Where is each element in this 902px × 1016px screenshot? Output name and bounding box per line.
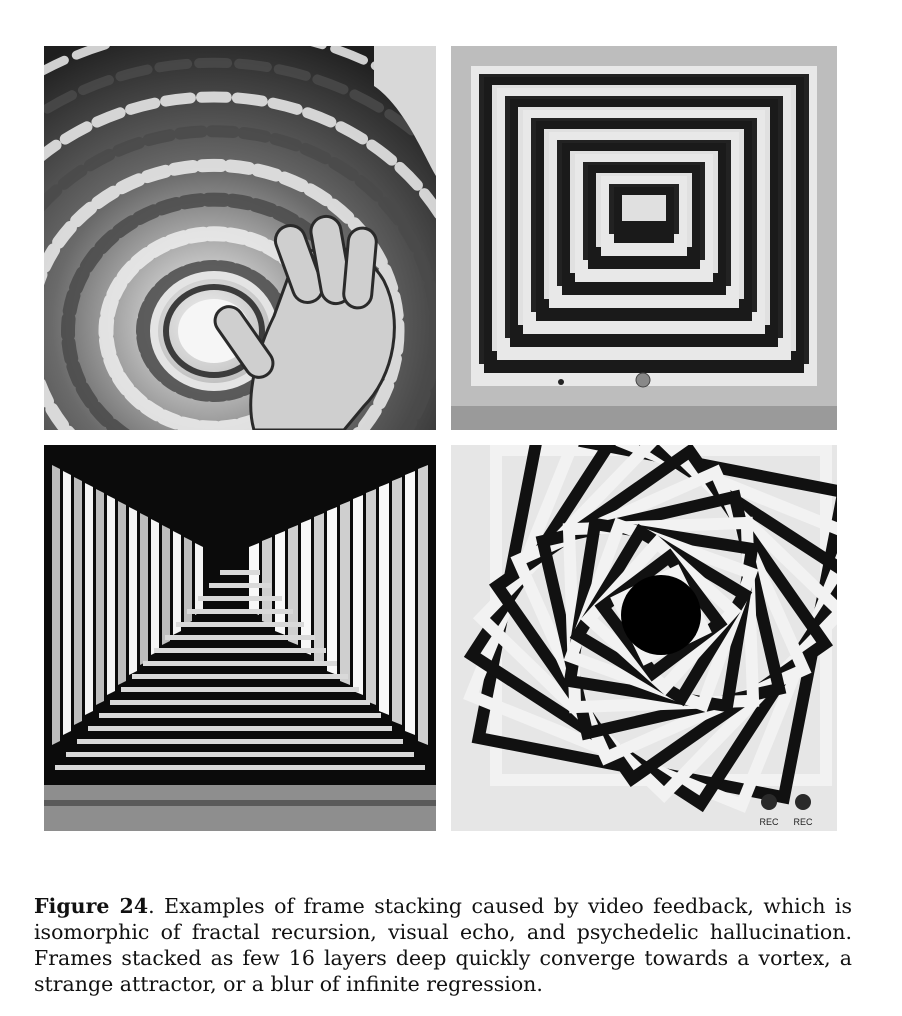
slat-corridor-image: [44, 445, 436, 831]
figure-caption-text: . Examples of frame stacking caused by video feedback, which is isomorphic of fractal recursion, visual echo, and psychedelic hallucination. Frames stacked as few 16 layers deep quickly converge towards a vortex, a strange attractor, or a blur of infinite regression.: [34, 893, 853, 996]
figure-panel-window-vortex: [451, 445, 837, 831]
window-vortex-image: [451, 445, 837, 831]
figure-caption: [34, 893, 852, 997]
figure-panel-spiral-hand: [44, 46, 436, 430]
rec-label-right: REC: [793, 817, 813, 827]
monitor-tunnel-image: [451, 46, 837, 430]
figure-panel-slat-corridor: [44, 445, 436, 831]
figure-label: Figure 24: [34, 893, 149, 918]
spiral-hand-image: [44, 46, 436, 430]
rec-label-left: REC: [759, 817, 779, 827]
figure-panel-monitor-tunnel: [451, 46, 837, 430]
